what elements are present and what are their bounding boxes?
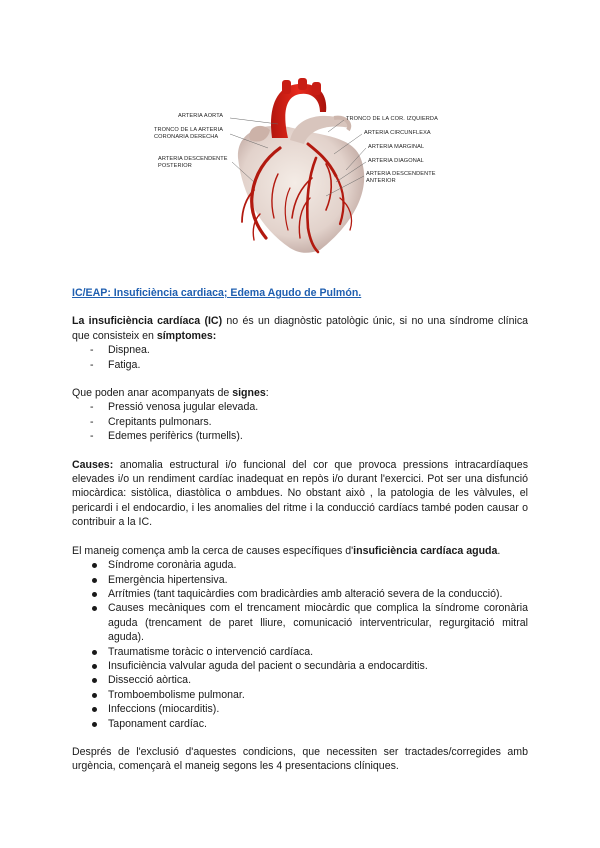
signs-list	[72, 400, 528, 443]
label-desc-post-1: ARTERIA DESCENDENTE	[158, 156, 228, 162]
label-desc-post-2: POSTERIOR	[158, 163, 192, 169]
label-marginal: ARTERIA MARGINAL	[368, 144, 425, 150]
label-desc-ant-2: ANTERIOR	[366, 178, 396, 184]
causes-paragraph	[72, 458, 528, 530]
signs-bold: signes	[232, 387, 266, 400]
acute-causes-list	[72, 558, 528, 731]
page-title-link[interactable]: IC/EAP: Insuficiència cardiaca; Edema Agudo de Pulmón.	[72, 287, 362, 299]
intro-bold-end: símptomes:	[156, 329, 217, 342]
intro-bold-lead: La insuficiència cardíaca (IC)	[72, 315, 223, 328]
list-item: - Pressió venosa jugular elevada.	[72, 400, 528, 414]
label-desc-ant-1: ARTERIA DESCENDENTE	[366, 171, 436, 177]
signs-text: Que poden anar acompanyats de	[72, 387, 233, 400]
list-item: Insuficiència valvular aguda del pacient o secundària a endocarditis.	[72, 659, 528, 673]
heart-illustration	[150, 78, 450, 256]
symptoms-list	[72, 343, 528, 372]
label-circunflexa: ARTERIA CIRCUNFLEXA	[364, 130, 431, 136]
list-item: - Dispnea.	[72, 343, 528, 357]
causes-bold: Causes:	[72, 458, 114, 471]
label-tronco-derecha-2: CORONARIA DERECHA	[154, 134, 219, 140]
label-tronco-izquierda: TRONCO DE LA COR. IZQUIERDA	[346, 116, 438, 122]
list-item: Arrítmies (tant taquicàrdies com bradicàrdies amb alteració severa de la conducció).	[72, 587, 528, 601]
list-item: Emergència hipertensiva.	[72, 573, 528, 587]
causes-text: anomalia estructural i/o funcional del cor que provoca pressions intracardíaques elevades i/o un rendiment cardíac inadequat en repòs i/o durant l'exercici. Pot ser una disfunció miocàrdica: sistòlica, diastòlica o ambdues. No obstant això , la patologia de les vàlvules, el pericardi i el endocardio, i les anomalies del ritme i la conducció cardíacs també poden causar o contribuir a la IC.	[72, 458, 528, 529]
list-item: - Edemes perifèrics (turmells).	[72, 429, 528, 443]
management-bold: insuficiència cardíaca aguda	[353, 544, 498, 557]
management-paragraph	[72, 544, 528, 558]
management-end: .	[497, 544, 501, 557]
intro-paragraph	[72, 314, 528, 343]
list-item: Síndrome coronària aguda.	[72, 558, 528, 572]
intro-text: no és un diagnòstic patològic únic, si no una síndrome clínica que consisteix en	[72, 315, 529, 342]
list-item: Infeccions (miocarditis).	[72, 702, 528, 716]
list-item: Taponament cardíac.	[72, 717, 528, 731]
closing-paragraph: Després de l'exclusió d'aquestes condicions, que necessiten ser tractades/corregides amb urgència, començarà el maneig segons les 4 presentacions clíniques.	[72, 745, 528, 773]
signs-paragraph	[72, 386, 528, 400]
signs-end: :	[265, 387, 269, 400]
list-item: Causes mecàniques com el trencament miocàrdic que complica la síndrome coronària aguda (trencament de paret lliure, comunicació interventricular, regurgitació mitral aguda).	[72, 601, 528, 644]
heart-anatomy-figure	[150, 78, 450, 256]
management-text: El maneig comença amb la cerca de causes específiques d'	[72, 544, 354, 557]
label-tronco-derecha-1: TRONCO DE LA ARTERIA	[154, 127, 224, 133]
list-item: - Fatiga.	[72, 358, 528, 372]
document-body	[72, 286, 528, 774]
list-item: Traumatisme toràcic o intervenció cardíaca.	[72, 645, 528, 659]
list-item: - Crepitants pulmonars.	[72, 415, 528, 429]
label-aorta: ARTERIA AORTA	[178, 113, 224, 119]
label-diagonal: ARTERIA DIAGONAL	[368, 158, 424, 164]
list-item: Dissecció aòrtica.	[72, 673, 528, 687]
list-item: Tromboembolisme pulmonar.	[72, 688, 528, 702]
